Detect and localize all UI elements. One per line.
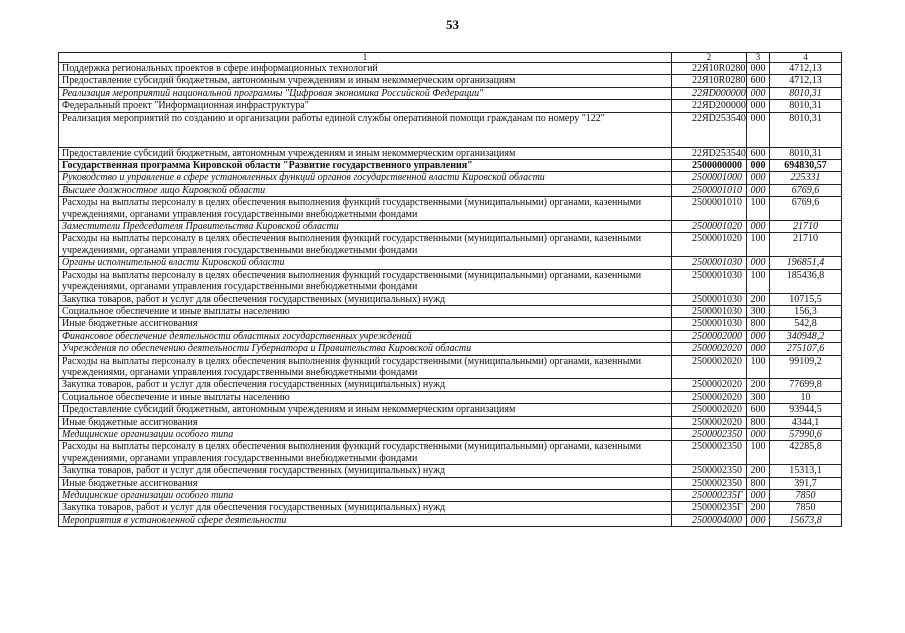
row-name: Закупка товаров, работ и услуг для обеспечения государственных (муниципальных) нужд: [59, 293, 672, 305]
table-row: [59, 197, 842, 221]
table-row: [59, 293, 842, 305]
row-name: Социальное обеспечение и иные выплаты населению: [59, 391, 672, 403]
row-sum: 156,3: [770, 305, 842, 317]
row-name: Заместители Председателя Правительства Кировской области: [59, 221, 672, 233]
page-number: 53: [446, 17, 459, 32]
row-code: 250000235Г: [672, 490, 747, 502]
row-name: Иные бюджетные ассигнования: [59, 318, 672, 330]
row-type: 000: [747, 514, 770, 526]
row-type: 100: [747, 269, 770, 293]
table-row: [59, 343, 842, 355]
row-type: 000: [747, 112, 770, 147]
table-row: [59, 416, 842, 428]
row-type: 600: [747, 75, 770, 87]
row-name: Предоставление субсидий бюджетным, автономным учреждениям и иным некоммерческим организациям: [59, 404, 672, 416]
row-sum: 99109,2: [770, 355, 842, 379]
row-type: 000: [747, 343, 770, 355]
row-type: 000: [747, 172, 770, 184]
row-name: Расходы на выплаты персоналу в целях обеспечения выполнения функций государственными (муниципальными) органами, казенными учреждениями, органами управления государственными внебюджетными фондами: [59, 355, 672, 379]
row-type: 100: [747, 355, 770, 379]
row-code: 2500004000: [672, 514, 747, 526]
row-name: Закупка товаров, работ и услуг для обеспечения государственных (муниципальных) нужд: [59, 465, 672, 477]
row-type: 100: [747, 441, 770, 465]
row-name: Федеральный проект "Информационная инфраструктура": [59, 100, 672, 112]
row-sum: 21710: [770, 233, 842, 257]
table-row: [59, 490, 842, 502]
budget-table: [58, 52, 842, 527]
row-code: 2500000000: [672, 160, 747, 172]
row-code: 2500002350: [672, 477, 747, 489]
table-row: [59, 184, 842, 196]
row-name: Государственная программа Кировской области "Развитие государственного управления": [59, 160, 672, 172]
row-type: 000: [747, 87, 770, 99]
row-name: Реализация мероприятий по созданию и организации работы единой службы оперативной помощи гражданам по номеру "122": [59, 112, 672, 147]
row-sum: 10: [770, 391, 842, 403]
table-row: [59, 172, 842, 184]
row-sum: 4712,13: [770, 75, 842, 87]
table-row: [59, 269, 842, 293]
row-code: 2500002020: [672, 343, 747, 355]
row-name: Социальное обеспечение и иные выплаты населению: [59, 305, 672, 317]
row-code: 2500001030: [672, 293, 747, 305]
row-type: 000: [747, 184, 770, 196]
row-sum: 542,8: [770, 318, 842, 330]
row-type: 000: [747, 221, 770, 233]
row-name: Руководство и управление в сфере установленных функций органов государственной власти Кировской области: [59, 172, 672, 184]
row-name: Органы исполнительной власти Кировской области: [59, 257, 672, 269]
table-row: [59, 75, 842, 87]
row-code: 22Я10R0280: [672, 75, 747, 87]
table-row: [59, 404, 842, 416]
row-sum: 340948,2: [770, 330, 842, 342]
row-sum: 77699,8: [770, 379, 842, 391]
table-row: [59, 428, 842, 440]
row-sum: 93944,5: [770, 404, 842, 416]
table-row: [59, 257, 842, 269]
row-name: Поддержка региональных проектов в сфере информационных технологий: [59, 63, 672, 75]
row-code: 22Я10R0280: [672, 63, 747, 75]
row-code: 2500001020: [672, 233, 747, 257]
row-type: 300: [747, 305, 770, 317]
table-row: [59, 87, 842, 99]
table-row: [59, 355, 842, 379]
row-sum: 15673,8: [770, 514, 842, 526]
row-sum: 225331: [770, 172, 842, 184]
row-sum: 275107,6: [770, 343, 842, 355]
header-col-2: 2: [672, 53, 747, 63]
row-code: 2500001030: [672, 257, 747, 269]
table-row: [59, 100, 842, 112]
row-type: 100: [747, 233, 770, 257]
row-name: Закупка товаров, работ и услуг для обеспечения государственных (муниципальных) нужд: [59, 379, 672, 391]
row-sum: 8010,31: [770, 112, 842, 147]
table-row: [59, 477, 842, 489]
row-type: 000: [747, 100, 770, 112]
row-name: Закупка товаров, работ и услуг для обеспечения государственных (муниципальных) нужд: [59, 502, 672, 514]
row-sum: 694830,57: [770, 160, 842, 172]
row-name: Расходы на выплаты персоналу в целях обеспечения выполнения функций государственными (муниципальными) органами, казенными учреждениями, органами управления государственными внебюджетными фондами: [59, 233, 672, 257]
row-type: 200: [747, 502, 770, 514]
row-code: 2500002350: [672, 465, 747, 477]
row-sum: 4712,13: [770, 63, 842, 75]
table-row: [59, 441, 842, 465]
row-code: 2500001000: [672, 172, 747, 184]
table-row: [59, 318, 842, 330]
row-code: 2500002020: [672, 379, 747, 391]
table-row: [59, 160, 842, 172]
row-sum: 391,7: [770, 477, 842, 489]
row-code: 2500001030: [672, 305, 747, 317]
row-code: 2500001030: [672, 269, 747, 293]
row-type: 800: [747, 318, 770, 330]
row-sum: 7850: [770, 502, 842, 514]
row-sum: 185436,8: [770, 269, 842, 293]
row-code: 2500002020: [672, 355, 747, 379]
row-type: 000: [747, 63, 770, 75]
row-type: 000: [747, 257, 770, 269]
table-row: [59, 112, 842, 147]
table-row: [59, 233, 842, 257]
row-name: Предоставление субсидий бюджетным, автономным учреждениям и иным некоммерческим организациям: [59, 75, 672, 87]
row-code: 22ЯD253540: [672, 147, 747, 159]
row-name: Иные бюджетные ассигнования: [59, 477, 672, 489]
row-name: Расходы на выплаты персоналу в целях обеспечения выполнения функций государственными (муниципальными) органами, казенными учреждениями, органами управления государственными внебюджетными фондами: [59, 269, 672, 293]
header-col-3: 3: [747, 53, 770, 63]
row-name: Предоставление субсидий бюджетным, автономным учреждениям и иным некоммерческим организациям: [59, 147, 672, 159]
row-sum: 6769,6: [770, 197, 842, 221]
row-code: 2500002350: [672, 428, 747, 440]
row-name: Реализация мероприятий национальной программы "Цифровая экономика Российской Федерации": [59, 87, 672, 99]
row-type: 000: [747, 490, 770, 502]
row-code: 250000235Г: [672, 502, 747, 514]
row-sum: 7850: [770, 490, 842, 502]
row-name: Финансовое обеспечение деятельности областных государственных учреждений: [59, 330, 672, 342]
row-name: Иные бюджетные ассигнования: [59, 416, 672, 428]
row-type: 000: [747, 428, 770, 440]
table-row: [59, 221, 842, 233]
row-name: Расходы на выплаты персоналу в целях обеспечения выполнения функций государственными (муниципальными) органами, казенными учреждениями, органами управления государственными внебюджетными фондами: [59, 441, 672, 465]
row-sum: 8010,31: [770, 100, 842, 112]
row-name: Учреждения по обеспечению деятельности Губернатора и Правительства Кировской области: [59, 343, 672, 355]
table-row: [59, 63, 842, 75]
row-sum: 4344,1: [770, 416, 842, 428]
row-code: 2500002000: [672, 330, 747, 342]
row-type: 000: [747, 160, 770, 172]
row-type: 600: [747, 404, 770, 416]
row-name: Медицинские организации особого типа: [59, 428, 672, 440]
row-type: 300: [747, 391, 770, 403]
table-row: [59, 391, 842, 403]
row-code: 22ЯD200000: [672, 100, 747, 112]
row-name: Медицинские организации особого типа: [59, 490, 672, 502]
row-type: 000: [747, 330, 770, 342]
header-col-4: 4: [770, 53, 842, 63]
row-code: 2500002350: [672, 441, 747, 465]
row-sum: 42285,8: [770, 441, 842, 465]
row-code: 2500001010: [672, 197, 747, 221]
table-row: [59, 465, 842, 477]
row-name: Мероприятия в установленной сфере деятельности: [59, 514, 672, 526]
header-col-1: 1: [59, 53, 672, 63]
row-type: 200: [747, 379, 770, 391]
row-code: 2500001020: [672, 221, 747, 233]
row-code: 2500002020: [672, 416, 747, 428]
table-row: [59, 502, 842, 514]
row-sum: 8010,31: [770, 147, 842, 159]
row-code: 2500001030: [672, 318, 747, 330]
row-type: 800: [747, 477, 770, 489]
row-sum: 6769,6: [770, 184, 842, 196]
row-code: 22ЯD000000: [672, 87, 747, 99]
row-sum: 15313,1: [770, 465, 842, 477]
table-row: [59, 514, 842, 526]
table-row: [59, 305, 842, 317]
table-row: [59, 379, 842, 391]
row-sum: 21710: [770, 221, 842, 233]
table-row: [59, 147, 842, 159]
row-code: 2500002020: [672, 391, 747, 403]
row-name: Расходы на выплаты персоналу в целях обеспечения выполнения функций государственными (муниципальными) органами, казенными учреждениями, органами управления государственными внебюджетными фондами: [59, 197, 672, 221]
row-type: 600: [747, 147, 770, 159]
row-type: 200: [747, 465, 770, 477]
table-row: [59, 330, 842, 342]
row-sum: 8010,31: [770, 87, 842, 99]
row-sum: 10715,5: [770, 293, 842, 305]
row-code: 2500002020: [672, 404, 747, 416]
row-type: 100: [747, 197, 770, 221]
row-code: 22ЯD253540: [672, 112, 747, 147]
row-type: 800: [747, 416, 770, 428]
header-row: [59, 53, 842, 63]
row-sum: 196851,4: [770, 257, 842, 269]
row-code: 2500001010: [672, 184, 747, 196]
row-type: 200: [747, 293, 770, 305]
row-sum: 57990,6: [770, 428, 842, 440]
row-name: Высшее должностное лицо Кировской области: [59, 184, 672, 196]
